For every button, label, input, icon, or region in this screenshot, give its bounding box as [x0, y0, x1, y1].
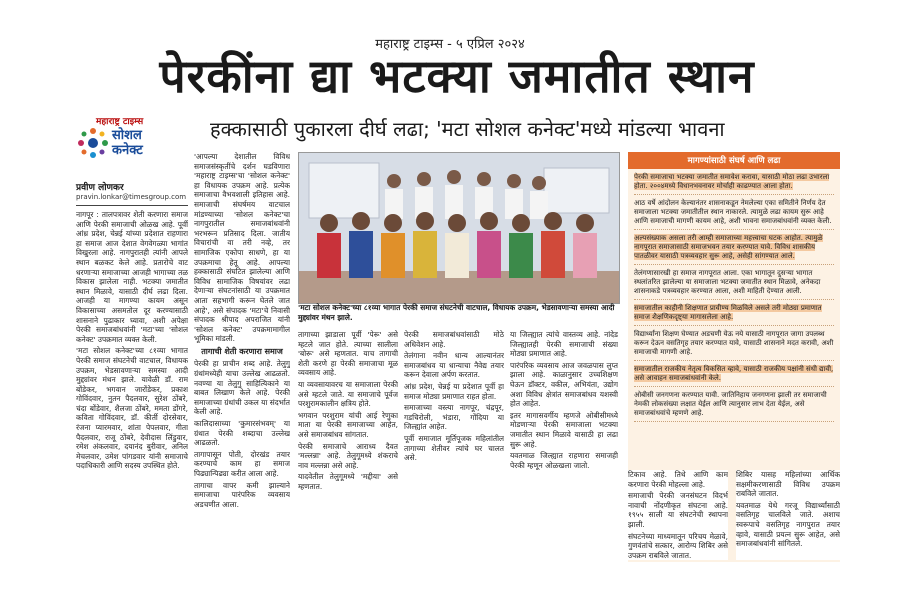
col7-para-2: यवतमाळ येथे गरजू विद्यार्थ्यांसाठी वसतिगृह चालविले जाते. अशाच स्वरूपाचे वसतिगृह नागपुरात तयार व्हावे, यासाठी प्रयत्न सुरू आहेत, असे समाजबांधवांनी सांगितले. — [736, 500, 840, 549]
col3-para-4: पेरकी समाजाचे आराध्य दैवत 'मल्लन्ना' आहे. तेलुगूमध्ये शंकराचे नाव मल्लन्ना असे आहे. — [298, 441, 398, 470]
photo-caption: 'मटा सोशल कनेक्ट'च्या ८१व्या भागात पेरकी समाज संघटनेची वाटचाल, विधायक उपक्रम, भेडसावणाऱ्या समस्या आदी मुद्द्यांवर मंथन झाले. — [298, 303, 615, 322]
sidebar-item — [634, 173, 834, 195]
byline-email: pravin.lonkar@timesgroup.com — [76, 193, 187, 201]
col5-para-3: इतर मागासवर्गीय म्हणजे ओबीसीमध्ये मोडणाऱ्या पेरकी समाजाला भटक्या जमातीत स्थान मिळावे यासाठी हा लढा सुरू आहे. — [510, 410, 618, 449]
col2-subhead: तागाची शेती करणारा समाज — [201, 346, 283, 356]
masthead: महाराष्ट्र टाइम्स - ५ एप्रिल २०२४ — [375, 37, 525, 52]
byline — [76, 180, 188, 201]
sidebar-item-text: तेलंगणासारखी हा समाज नागपूरात आला. एका भागातून दुसऱ्या भागात स्थलांतरित झालेल्या या समाजाला भटक्या जमातीत स्थान मिळावे, अनेकदा शासनाकडे पत्रव्यवहार करण्यात आला, अशी माहिती देण्यात आली. — [634, 269, 821, 295]
col2b-para-1: पेरकी हा प्राचीन शब्द आहे. तेलुगु ग्रंथांमध्येही याचा उल्लेख आढळतो. नवण्या या तेलुगु साहित्यिकाने या बाबत लिखाण केले आहे. पेरकी समाजाच्या ग्रंथांची उकल या संदर्भात केली आहे. — [194, 359, 290, 417]
headline: पेरकींना द्या भटक्या जमातीत स्थान — [159, 49, 755, 103]
col3-para-1: तागाच्या झाडाला पूर्वी 'पेरू' असे म्हटले जात होते. त्याच्या सालीला 'बोरू' असे म्हणतात. याच तागाची शेती करणे हा पेरकी समाजाचा मूळ व्यवसाय आहे. — [298, 330, 398, 378]
col4-para-4: समाजाच्या वस्त्या नागपूर, चंद्रपूर, गडचिरोली, भंडारा, गोंदिया या जिल्ह्यांत आहेत. — [404, 403, 504, 432]
col2b-para-4: तागाचा वापर कमी झाल्याने समाजाचा पारंपरिक व्यवसाय अडचणीत आला. — [194, 480, 290, 509]
sidebar-item-text: समाजातील काहीनी शिक्षणात प्रावीण्य मिळविले असले तरी मोठ्या प्रमाणात समाज शैक्षणिकदृष्ट्या मागासलेला आहे. — [634, 304, 822, 321]
col4-para-3: आंध्र प्रदेश, चेन्नई या प्रदेशात पूर्वी हा समाज मोठ्या प्रमाणात राहत होता. — [404, 381, 504, 401]
sidebar-item — [634, 391, 834, 422]
sidebar-item — [634, 199, 834, 230]
col2b-para-3: तागापासून पोती, दोरखंड तयार करण्याचे काम हा समाज पिढ्यान्पिढ्या करीत आला आहे. — [194, 449, 290, 478]
sidebar-item-text: आठ वर्षे आंदोलन केल्यानंतर शासनाकडून नेमलेल्या एका समितीने निर्णय देत समाजाला भटक्या जमातीतील स्थान नाकारले. त्यामुळे लढा कायम सुरू आहे आणि समाजाची मागणी कायम आहे, अशी भावना समाजबांधवांनी व्यक्त केली. — [634, 199, 832, 225]
byline-name: प्रवीण लोणकर — [76, 183, 124, 193]
col6-para-3: संघटनेच्या माध्यमातून परिचय मेळावे, गुणवंतांचे सत्कार, आरोग्य शिबिर असे उपक्रम राबविले जातात. — [628, 531, 728, 560]
subhead: हक्कासाठी पुकारला दीर्घ लढा; 'मटा सोशल कनेक्ट'मध्ये मांडल्या भावना — [210, 117, 725, 141]
col6-para-1: टिकाव आहे. तिथे आणि काम करणारा पेरकी मोहल्ला आहे. — [628, 470, 728, 489]
col3-para-3: भगवान परशुराम यांची आई रेणुका माता या पेरकी समाजाच्या आहेत, असे समाजबांधव सांगतात. — [298, 410, 398, 439]
sidebar-title: मागण्यांसाठी संघर्ष आणि लढा — [628, 152, 840, 169]
col4-para-5: पूर्वी समाजात मूर्तिपूजक महिलांतील तागाच्या शेतीवर त्यांचे घर चालत असे. — [404, 433, 504, 463]
col5-para-1: या जिल्ह्यात त्यांचे वास्तव्य आहे. नांदेड जिल्ह्यातही पेरकी समाजाची संख्या मोठ्या प्रमाणात आहे. — [510, 330, 618, 359]
col4-para-2: तेलंगाना नवीन धान्य आल्यानंतर समाजबांधव या धान्याचा नैवेद्य तयार करून देवाला अर्पण करतात. — [404, 351, 504, 380]
col3-para-2: या व्यवसायावरच या समाजाला पेरकी असे म्हटले जाते. या समाजाचे पूर्वज परशुरामकालीन क्षत्रिय होते. — [298, 379, 398, 409]
logo-mark-icon — [76, 126, 110, 160]
sidebar-item-text: समाजातील राजकीय नेतृत्व विकसित व्हावे, यासाठी राजकीय पक्षांनी संधी द्यावी, असे आवाहन समाजबांधवांनी केले. — [634, 365, 834, 382]
logo-line2: कनेक्ट — [112, 143, 143, 158]
column-5 — [510, 330, 618, 560]
col2b-para-2: कालिदासाच्या 'कुमारसंभवम्' या ग्रंथात पेरकी शब्दाचा उल्लेख आढळतो. — [194, 419, 290, 448]
sidebar-item — [634, 304, 834, 326]
divider-byline — [76, 205, 188, 206]
logo-top-text: महाराष्ट्र टाइम्स — [96, 117, 144, 127]
col7-para-1: शिबिर यासह महिलांच्या आर्थिक सक्षमीकरणासाठी विविध उपक्रम राबविले जातात. — [736, 470, 840, 499]
column-4 — [404, 330, 504, 560]
logo-text — [112, 128, 176, 158]
column-1 — [76, 210, 188, 560]
sidebar-item-text: पेरकी समाजाचा भटक्या जमातीत समावेश करावा, यासाठी मोठा लढा उभारला होता. २००४मध्ये विधानभवनावर मोर्चाही काढण्यात आला होता. — [634, 173, 830, 190]
column-2 — [194, 152, 290, 560]
col1-para-1: नागपूर : तालपत्रावर शेती करणारा समाज आणि पेरकी समाजाची ओळख आहे. पूर्वी आंध्र प्रदेश, चेन्नई यांच्या प्रदेशात राहणारा हा समाज आज देशात वेगवेगळ्या भागांत विखुरला आहे. नागपुरातही त्यांनी आपले स्थान बळकट केले आहे. प्रतारोचे वाट धरणाऱ्या समाजाच्या आजही भागाच्या तळ विकास झालेला नाही. भटक्या जमातीत स्थान मिळावे, यासाठी दीर्घ लढा दिला. आजही या मागण्या कायम असून विकासाच्या असमतोल दूर करण्यासाठी शासनाने पुढाकार घ्यावा, अशी अपेक्षा पेरकी समाजबांधवांनी 'मटा'च्या 'सोशल कनेक्ट' उपक्रमात व्यक्त केली. — [76, 210, 188, 344]
sidebar-item-text: अल्पसंख्याक असला तरी आम्ही समाजाच्या महत्त्वाचा घटक आहोत. त्यामुळे नागपूरात समाजासाठी समाजभवन तयार करण्यात यावे. विविध शासकीय पातळीवर यासाठी पत्रव्यवहार सुरू आहे, असेही सांगण्यात आले. — [634, 234, 823, 260]
logo — [76, 114, 176, 176]
logo-line1: सोशल — [112, 128, 142, 143]
col6-para-2: समाजाची पेरकी जनसंघटन विदर्भ नावाची नोंदणीकृत संघटना आहे. १९५५ साली या संघटनेची स्थापना झाली. — [628, 491, 728, 529]
sidebar-item-text: विद्यार्थ्यांना शिक्षण घेण्यात अडचणी येऊ नये यासाठी नागपूरात जागा उपलब्ध करून देऊन वसतिगृह तयार करण्यात यावे, यासाठी शासनाने मदत करावी, अशी समाजाची मागणी आहे. — [634, 330, 834, 356]
col1-para-2: 'मटा सोशल कनेक्ट'च्या ८१व्या भागात पेरकी समाज संघटनेची वाटचाल, विधायक उपक्रम, भेडसावणाऱ्या समस्या आदी मुद्द्यांवर मंथन झाले. यावेळी डॉ. राम बोंडेकर, भगवान जारोंडेकर, प्रकाश गोविंदवार, नुतन पैदलवार, सुरेश ठोंबरे, चंदा बोंडेवार, शैलजा ठोंबरे, ममता डोंगरे, कविता गोविंदवार, डॉ. कीर्ती दोरसेवार, रंजना प्यारमवार, शांता पेपलवार, गीता पैदलवार, राजू ठोंबरे, देवीदास लिंडुवार, रमेश अंकलवार, दयानंद बुरीवार, अनिल मेचलवार, उमेश पांगडवार यांनी समाजाचे पदाधिकारी आणि सदस्य उपस्थित होते. — [76, 346, 188, 471]
col3-para-5: यादवेतील तेलुगूमध्ये 'मद्दीया' असे म्हणतात. — [298, 472, 398, 491]
sidebar-item — [634, 234, 834, 265]
sidebar-item — [634, 365, 834, 387]
sidebar-item-text: ओबीसी जनगणना करण्यात यावी. जातिनिहाय जनगणना झाली तर समाजाची नेमकी लोकसंख्या लक्षात येईल आणि त्यानुसार लाभ देता येईल, असे समाजबांधवांचे म्हणणे आहे. — [634, 391, 827, 417]
col2-para-1: 'आपल्या देशातील विविध समाजसंस्कृतींचे दर्शन घडविणारा 'महाराष्ट्र टाइम्स'चा 'सोशल कनेक्ट' हा विधायक उपक्रम आहे. प्रत्येक समाजाचा वैभवशाली इतिहास आहे. समाजाची संघर्षमय वाटचाल मांडण्याच्या 'सोशल कनेक्ट'चा नागपुरातील समाजबांधवांनी भरभरून प्रतिसाद दिला. जातीय विचारांची वा तरी नव्हे, तर सामाजिक एकोपा साधणे, हा या उपक्रमाचा हेतू आहे. आपल्या हक्कासाठी संघटित झालेल्या आणि विविध सामाजिक विषयांवर लढा देणाऱ्या संघटनांसाठी या उपक्रमात आता सहभागी करून घेतले जात आहे', असे संपादक 'मटा'चे निवासी संपादक श्रीपाद अपराजित यांनी 'सोशल कनेक्ट' उपक्रमामागील भूमिका मांडली. — [194, 152, 290, 344]
column-3 — [298, 330, 398, 560]
sidebar-item — [634, 269, 834, 300]
col5-para-4: यवतमाळ जिल्ह्यात राहणारा समाजही पेरकी म्हणून ओळखला जातो. — [510, 451, 618, 470]
sidebar-item — [634, 330, 834, 361]
column-6 — [628, 470, 728, 560]
col4-para-1: पेरकी समाजबांधवांसाठी मोठे अधिवेशन आहे. — [404, 330, 504, 349]
event-photo — [298, 152, 620, 304]
group-photo-illustration — [299, 153, 619, 303]
col5-para-2: पारंपरिक व्यवसाय आज जवळपास लुप्त झाला आहे. काळानुसार उच्चशिक्षण घेऊन डॉक्टर, वकील, अभियंता, उद्योग अशा विविध क्षेत्रांत समाजबांधव यशस्वी होत आहेत. — [510, 360, 618, 409]
column-7 — [736, 470, 840, 560]
